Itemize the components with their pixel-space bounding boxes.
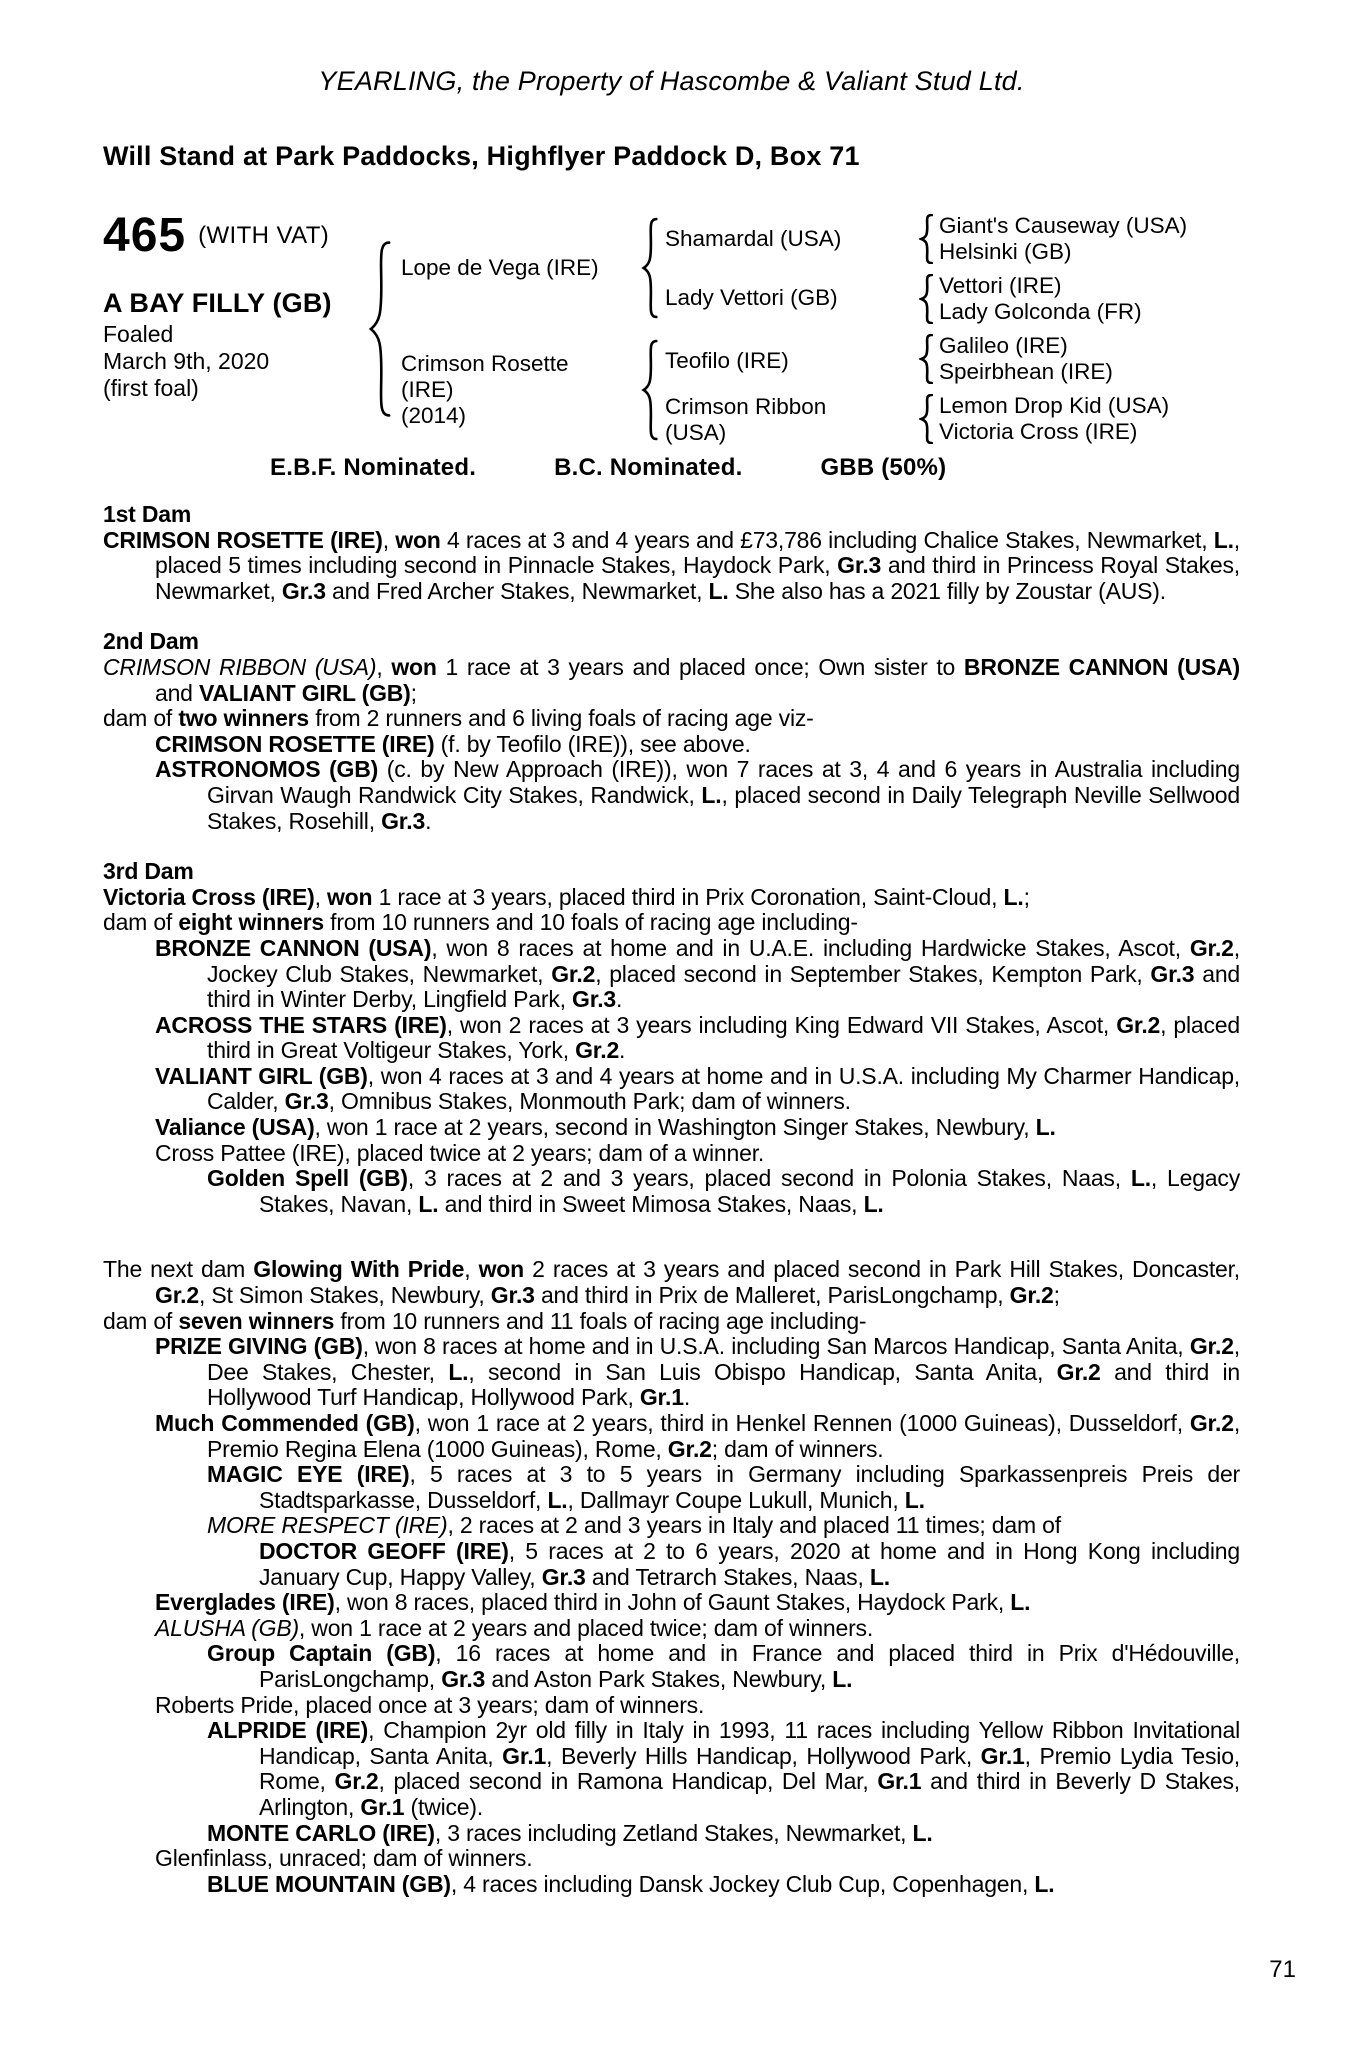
text-segment: CRIMSON RIBBON (USA) — [103, 653, 377, 680]
text-segment: Gr.3 — [541, 1563, 586, 1590]
text-segment: Glenfinlass, unraced; dam of winners. — [155, 1845, 533, 1872]
gen3-name: Victoria Cross (IRE) — [939, 419, 1138, 445]
pedigree-paragraph — [103, 1256, 1241, 1309]
text-segment: dam of — [103, 1307, 179, 1334]
text-segment: Victoria Cross (IRE) — [103, 883, 315, 910]
pedigree-paragraph — [155, 1062, 1240, 1115]
text-segment: Gr.3 — [284, 1088, 329, 1115]
text-segment: 1 race at 3 years, placed third in Prix Coronation, Saint-Cloud, — [372, 883, 1004, 910]
gen2-brace — [641, 334, 665, 446]
gen2-name — [665, 393, 919, 446]
gbb-nomination: GBB (50%) — [820, 454, 947, 481]
text-segment: , 5 races at 2 to 6 years, 2020 at home and in Hong Kong including January Cup, Happy Valley, — [259, 1537, 1240, 1590]
text-segment: . — [683, 1384, 691, 1411]
text-segment: , placed second in Ramona Handicap, Del Mar, — [378, 1768, 878, 1795]
text-segment: , won 8 races at home and in U.S.A. including San Marcos Handicap, Santa Anita, — [362, 1333, 1190, 1360]
text-segment: 2 races at 3 years and placed second in Park Hill Stakes, Doncaster, — [523, 1256, 1241, 1283]
text-segment: and Aston Park Stakes, Newbury, — [485, 1665, 833, 1692]
pedigree-paragraph — [207, 1165, 1240, 1217]
text-segment: and — [155, 679, 199, 706]
gen2-names — [665, 212, 919, 324]
section-heading: 3rd Dam — [103, 858, 194, 885]
text-segment: L. — [1213, 526, 1234, 553]
ebf-nomination: E.B.F. Nominated. — [270, 454, 477, 481]
text-segment: L. — [1035, 1114, 1056, 1141]
pedigree-paragraph — [207, 1717, 1241, 1820]
text-segment: dam of — [103, 909, 179, 936]
text-segment: Much Commended (GB) — [155, 1410, 415, 1436]
text-segment: eight winners — [178, 909, 324, 936]
pedigree-paragraph — [207, 1819, 1240, 1847]
text-segment: , 3 races including Zetland Stakes, Newmarket, — [434, 1819, 913, 1846]
gen3-name: Vettori (IRE) — [939, 272, 1062, 298]
pedigree-paragraph — [259, 1539, 1240, 1590]
text-segment: (f. by Teofilo (IRE)), see above. — [434, 730, 751, 757]
text-segment: Everglades (IRE) — [155, 1589, 335, 1616]
gen3-brace — [919, 272, 939, 325]
text-segment: Gr.1 — [360, 1793, 405, 1820]
foaled-date: March 9th, 2020 — [103, 348, 270, 374]
text-segment: Gr.3 — [837, 552, 882, 579]
text-segment: and Fred Archer Stakes, Newmarket, — [325, 577, 709, 604]
text-segment: , Legacy Stakes, Navan, — [259, 1165, 1240, 1217]
text-segment: DOCTOR GEOFF (IRE) — [259, 1537, 509, 1564]
text-segment: Gr.2 — [1009, 1282, 1054, 1309]
text-segment: She also has a 2021 filly by Zoustar (AUS). — [728, 577, 1166, 604]
pedigree-brace-icon — [919, 214, 934, 264]
pedigree-paragraph — [155, 1141, 1240, 1167]
text-segment: ALUSHA (GB) — [155, 1614, 299, 1641]
pedigree-brace-icon — [919, 334, 934, 384]
section-heading: 1st Dam — [103, 501, 192, 527]
gen1-column — [401, 212, 641, 446]
text-segment: MONTE CARLO (IRE) — [207, 1819, 435, 1846]
gen2-names — [665, 334, 919, 446]
text-segment: , Jockey Club Stakes, Newmarket, — [207, 934, 1240, 987]
text-segment: seven winners — [178, 1307, 335, 1334]
text-segment: Gr.1 — [980, 1742, 1025, 1769]
text-segment: Gr.3 — [1150, 960, 1195, 987]
gen3-group — [919, 212, 1240, 265]
pedigree-brace-icon — [367, 239, 393, 419]
pedigree-paragraph — [155, 1115, 1240, 1141]
text-segment: Gr.2 — [1189, 1333, 1234, 1360]
first-foal-note: (first foal) — [103, 375, 199, 401]
text-segment: , won 8 races, placed third in John of Gaunt Stakes, Haydock Park, — [334, 1589, 1011, 1616]
text-segment: and third in Prix de Malleret, ParisLongchamp, — [534, 1282, 1010, 1309]
text-segment: (c. by New Approach (IRE)), won 7 races at 3, 4 and 6 years in Australia including Girvan Waugh Randwick City Stakes, Randwick, — [207, 756, 1240, 808]
gen3-name: Helsinki (GB) — [939, 238, 1072, 264]
pedigree-paragraph — [207, 1512, 1240, 1539]
text-segment: Gr.3 — [572, 986, 616, 1013]
gen3-brace — [919, 393, 939, 446]
text-segment: , St Simon Stakes, Newbury, — [198, 1282, 491, 1309]
pedigree-paragraph — [155, 1011, 1240, 1064]
text-segment: L. — [863, 1190, 884, 1217]
text-segment: Gr.3 — [490, 1282, 535, 1309]
dam-name — [401, 334, 641, 446]
text-segment: L. — [904, 1486, 925, 1513]
text-segment: from 10 runners and 10 foals of racing age including- — [323, 909, 858, 936]
text-segment: two winners — [178, 705, 310, 732]
bc-nomination: B.C. Nominated. — [554, 454, 743, 481]
text-segment: L. — [1034, 1870, 1055, 1897]
gen3-name: Galileo (IRE) — [939, 333, 1068, 359]
gen2-brace — [641, 212, 665, 324]
text-segment: won — [391, 653, 437, 680]
text-segment: , — [382, 526, 396, 553]
text-segment: , 4 races including Dansk Jockey Club Cup, Copenhagen, — [450, 1870, 1035, 1897]
text-segment: from 10 runners and 11 foals of racing age including- — [334, 1307, 867, 1334]
text-segment: Gr.3 — [281, 577, 326, 604]
text-segment: , Champion 2yr old filly in Italy in 1993, 11 races including Yellow Ribbon Invitational Handicap, Santa Anita, — [259, 1717, 1241, 1769]
text-segment: Gr.2 — [575, 1037, 620, 1064]
pedigree-paragraph — [207, 1870, 1240, 1898]
text-segment: , 5 races at 3 to 5 years in Germany including Sparkassenpreis Preis der Stadtsparkasse, Dusseldorf, — [259, 1461, 1240, 1513]
text-segment: Gr.2 — [551, 960, 596, 987]
text-segment: Group Captain (GB) — [207, 1640, 436, 1667]
pedigree-paragraph — [103, 1309, 1240, 1335]
gen1-brace — [367, 212, 401, 446]
text-segment: Gr.2 — [1189, 934, 1234, 961]
text-segment: , — [376, 653, 392, 680]
gen2-name — [665, 212, 919, 265]
text-segment: L. — [547, 1486, 568, 1513]
text-segment: Roberts Pride, placed once at 3 years; dam of winners. — [155, 1691, 705, 1718]
pedigree-name-line: Crimson Rosette — [401, 351, 569, 376]
text-segment: , Premio Regina Elena (1000 Guineas), Rome, — [207, 1410, 1241, 1462]
text-segment: dam of — [103, 705, 179, 732]
text-segment: ALPRIDE (IRE) — [207, 1717, 369, 1744]
text-segment: Golden Spell (GB) — [207, 1165, 408, 1192]
text-segment: won — [395, 526, 441, 553]
text-segment: L. — [912, 1819, 933, 1846]
text-segment: Glowing With Pride — [253, 1256, 465, 1283]
pedigree-paragraph — [103, 526, 1240, 605]
text-segment: , Beverly Hills Handicap, Hollywood Park, — [546, 1742, 981, 1769]
lineage-text — [103, 502, 1240, 1897]
text-segment: and third in Winter Derby, Lingfield Park, — [207, 960, 1240, 1013]
gen3-names — [939, 272, 1142, 325]
text-segment: L. — [1010, 1589, 1031, 1616]
lot-number-row — [103, 209, 367, 262]
gen2-name — [665, 271, 919, 324]
text-segment: BRONZE CANNON (USA) — [963, 653, 1240, 680]
text-segment: L. — [448, 1358, 469, 1385]
text-segment: L. — [418, 1190, 439, 1217]
text-segment: , Dallmayr Coupe Lukull, Munich, — [567, 1486, 905, 1513]
text-segment: and third in Sweet Mimosa Stakes, Naas, — [438, 1190, 864, 1217]
pedigree-brace-icon — [641, 339, 659, 441]
lineage-section — [103, 629, 1240, 834]
horse-name: A BAY FILLY (GB) — [103, 288, 332, 318]
text-segment: ASTRONOMOS (GB) — [155, 756, 379, 783]
text-segment: Gr.3 — [441, 1665, 486, 1692]
text-segment: , won 1 race at 2 years, second in Washington Singer Stakes, Newbury, — [314, 1114, 1036, 1141]
text-segment: , placed second in Daily Telegraph Neville Sellwood Stakes, Rosehill, — [207, 781, 1240, 834]
text-segment: ; — [410, 679, 417, 706]
text-segment: L. — [708, 577, 729, 604]
lineage-section — [103, 502, 1240, 604]
text-segment: won — [478, 1256, 524, 1283]
text-segment: ; dam of winners. — [711, 1435, 884, 1462]
gen3-group — [919, 333, 1240, 386]
text-segment: L. — [869, 1563, 890, 1590]
pedigree-name-line: (USA) — [665, 419, 727, 445]
text-segment: , won 2 races at 3 years including King Edward VII Stakes, Ascot, — [446, 1011, 1117, 1038]
pedigree-paragraph — [103, 910, 1240, 936]
text-segment: , won 8 races at home and in U.A.E. including Hardwicke Stakes, Ascot, — [431, 934, 1190, 961]
gen2-name — [665, 334, 919, 387]
pedigree-brace-icon — [641, 217, 659, 319]
nominations-row — [103, 454, 1240, 482]
lot-info — [103, 209, 367, 446]
text-segment: , won 1 race at 2 years and placed twice; dam of winners. — [298, 1614, 874, 1641]
gen3-names — [939, 393, 1169, 446]
text-segment: . — [619, 1037, 626, 1064]
text-segment: Gr.1 — [502, 1742, 547, 1769]
stand-location-line: Will Stand at Park Paddocks, Highflyer Paddock D, Box 71 — [103, 141, 860, 171]
pedigree-paragraph — [155, 1616, 1240, 1642]
pedigree-paragraph — [155, 1693, 1240, 1719]
text-segment: Gr.2 — [1189, 1410, 1234, 1436]
pedigree-paragraph — [155, 730, 1240, 758]
pedigree-paragraph — [207, 1640, 1240, 1692]
text-segment: Gr.2 — [334, 1768, 379, 1795]
gen3-names — [939, 333, 1113, 386]
text-segment: Gr.1 — [639, 1384, 684, 1411]
text-segment: VALIANT GIRL (GB) — [198, 679, 411, 706]
text-segment: L. — [701, 781, 722, 808]
pedigree-name-line: Shamardal (USA) — [665, 225, 842, 251]
foaled-label: Foaled — [103, 321, 174, 347]
text-segment: L. — [1003, 883, 1024, 910]
pedigree-brace-icon — [919, 274, 934, 324]
text-segment: ; — [1053, 1282, 1060, 1309]
text-segment: and third in Beverly D Stakes, Arlington, — [259, 1768, 1241, 1820]
text-segment: Valiance (USA) — [155, 1114, 315, 1141]
pedigree-paragraph — [155, 1410, 1241, 1462]
text-segment: MAGIC EYE (IRE) — [207, 1461, 410, 1488]
text-segment: 4 races at 3 and 4 years and £73,786 including Chalice Stakes, Newmarket, — [440, 526, 1214, 553]
gen3-name: Giant's Causeway (USA) — [939, 212, 1188, 238]
text-segment: , 16 races at home and in France and placed third in Prix d'Hédouville, ParisLongchamp, — [259, 1640, 1240, 1692]
text-segment: CRIMSON ROSETTE (IRE) — [103, 526, 383, 553]
text-segment: , won 1 race at 2 years, third in Henkel Rennen (1000 Guineas), Dusseldorf, — [414, 1410, 1190, 1436]
gen2-group — [641, 212, 919, 324]
page-number: 71 — [1269, 1956, 1296, 1983]
lineage-section — [103, 859, 1240, 1217]
lot-number: 465 — [103, 209, 187, 262]
text-segment: Gr.3 — [381, 807, 426, 834]
text-segment: won — [326, 883, 373, 910]
gen3-name: Lady Golconda (FR) — [939, 298, 1142, 324]
pedigree-paragraph — [207, 1461, 1240, 1513]
gen3-group — [919, 272, 1240, 325]
pedigree-paragraph — [155, 934, 1240, 1013]
pedigree-name-line: (2014) — [401, 403, 467, 428]
text-segment: . — [616, 986, 623, 1013]
text-segment: ; — [1023, 883, 1030, 910]
pedigree-paragraph — [103, 706, 1240, 732]
text-segment: VALIANT GIRL (GB) — [155, 1062, 368, 1089]
text-segment: and third in Hollywood Turf Handicap, Hollywood Park, — [207, 1358, 1241, 1411]
text-segment: , placed second in September Stakes, Kempton Park, — [595, 960, 1151, 987]
text-segment: , second in San Luis Obispo Handicap, Santa Anita, — [468, 1358, 1057, 1385]
pedigree-paragraph — [155, 1589, 1240, 1616]
text-segment: , Premio Lydia Tesio, Rome, — [259, 1742, 1240, 1795]
pedigree-paragraph — [155, 1846, 1240, 1872]
gen3-brace — [919, 212, 939, 265]
pedigree-paragraph — [155, 1333, 1241, 1411]
sire-name — [401, 212, 641, 324]
section-heading: 2nd Dam — [103, 628, 199, 655]
pedigree-name-line: Crimson Ribbon — [665, 393, 827, 419]
text-segment: , 2 races at 2 and 3 years in Italy and placed 11 times; dam of — [447, 1512, 1061, 1539]
text-segment: , placed 5 times including second in Pinnacle Stakes, Haydock Park, — [155, 526, 1240, 579]
text-segment: from 2 runners and 6 living foals of racing age viz- — [309, 705, 814, 732]
text-segment: 1 race at 3 years and placed once; Own sister to — [436, 653, 964, 680]
gen3-column — [919, 212, 1240, 446]
gen3-group — [919, 393, 1240, 446]
pedigree-paragraph — [155, 756, 1240, 834]
gen3-names — [939, 212, 1187, 265]
text-segment: L. — [1130, 1165, 1151, 1192]
text-segment: , — [464, 1256, 479, 1283]
text-segment: Cross Pattee (IRE), placed twice at 2 years; dam of a winner. — [155, 1139, 765, 1166]
text-segment: Gr.2 — [667, 1435, 712, 1462]
lot-details — [103, 321, 367, 402]
text-segment: , won 4 races at 3 and 4 years at home and in U.S.A. including My Charmer Handicap, Calder, — [207, 1062, 1240, 1115]
text-segment: (twice). — [404, 1793, 484, 1820]
text-segment: Gr.2 — [1116, 1011, 1161, 1038]
pedigree-name-line: Lope de Vega (IRE) — [401, 255, 599, 280]
text-segment: MORE RESPECT (IRE) — [207, 1512, 448, 1539]
gen2-group — [641, 334, 919, 446]
text-segment: CRIMSON ROSETTE (IRE) — [155, 730, 435, 757]
text-segment: L. — [832, 1665, 853, 1692]
text-segment: ACROSS THE STARS (IRE) — [155, 1011, 447, 1038]
text-segment: , Omnibus Stakes, Monmouth Park; dam of winners. — [328, 1088, 851, 1115]
text-segment: The next dam — [103, 1256, 254, 1283]
gen3-name: Lemon Drop Kid (USA) — [939, 393, 1170, 419]
text-segment: Gr.1 — [877, 1768, 922, 1795]
text-segment: and Tetrarch Stakes, Naas, — [585, 1563, 870, 1590]
lot-vat-note: (WITH VAT) — [198, 222, 330, 249]
text-segment: BRONZE CANNON (USA) — [155, 934, 432, 961]
text-segment: and third in Princess Royal Stakes, Newmarket, — [155, 552, 1240, 604]
pedigree-name-line: (IRE) — [401, 377, 454, 402]
text-segment: , — [314, 883, 327, 910]
pedigree-paragraph — [103, 653, 1240, 706]
lot-and-pedigree-row — [103, 209, 1240, 446]
pedigree-brace-icon — [919, 394, 934, 444]
page-title: YEARLING, the Property of Hascombe & Valiant Stud Ltd. — [318, 66, 1025, 96]
gen3-name: Speirbhean (IRE) — [939, 359, 1113, 385]
text-segment: Gr.2 — [1056, 1358, 1101, 1385]
gen3-brace — [919, 333, 939, 386]
lineage-section — [103, 1257, 1240, 1897]
pedigree-table — [367, 212, 1240, 446]
text-segment: , 3 races at 2 and 3 years, placed second in Polonia Stakes, Naas, — [407, 1165, 1131, 1192]
pedigree-paragraph — [103, 883, 1240, 911]
text-segment: , Dee Stakes, Chester, — [207, 1333, 1240, 1385]
text-segment: BLUE MOUNTAIN (GB) — [207, 1870, 451, 1897]
pedigree-name-line: Lady Vettori (GB) — [665, 284, 838, 310]
gen2-column — [641, 212, 919, 446]
pedigree-name-line: Teofilo (IRE) — [665, 347, 789, 373]
text-segment: . — [425, 807, 432, 834]
text-segment: , placed third in Great Voltigeur Stakes, York, — [207, 1011, 1240, 1064]
text-segment: PRIZE GIVING (GB) — [155, 1333, 363, 1360]
text-segment: Gr.2 — [155, 1282, 199, 1309]
